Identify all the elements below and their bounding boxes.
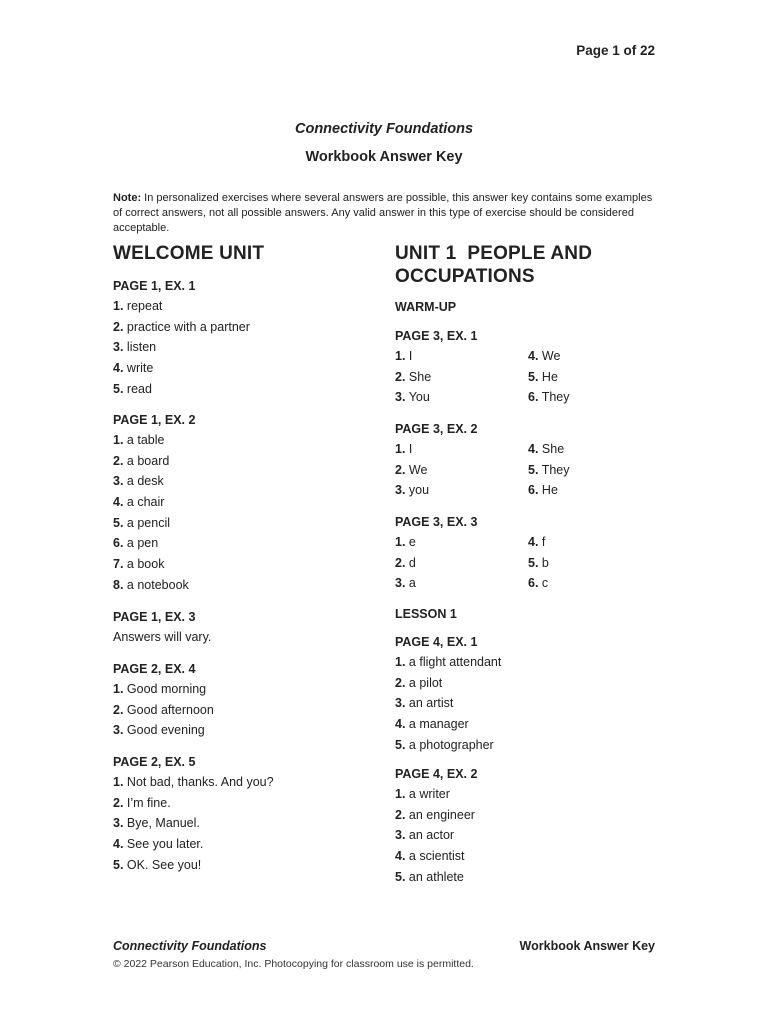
answer-text: listen	[126, 340, 157, 355]
warmup-label: WARM-UP	[395, 300, 457, 314]
answer-item	[113, 337, 250, 358]
section-label: PAGE 2, EX. 5	[113, 755, 196, 769]
answer-text: write	[126, 361, 154, 376]
welcome-page1-ex2	[113, 410, 195, 596]
answer-item	[395, 805, 477, 826]
answer-text: an athlete	[408, 869, 464, 884]
answer-text: They	[541, 462, 570, 477]
answer-item	[395, 825, 477, 846]
section-label: PAGE 3, EX. 3	[395, 515, 478, 529]
answer-text: e	[408, 535, 416, 549]
document-title: Connectivity Foundations	[294, 121, 474, 137]
answer-number: 5.	[113, 381, 124, 396]
answer-text: an actor	[408, 828, 455, 843]
answer-text: a book	[126, 557, 165, 572]
answer-number: 4.	[395, 717, 406, 732]
answer-text: They	[541, 390, 570, 405]
answer-number: 2.	[113, 795, 124, 810]
answer-number: 5.	[528, 369, 539, 384]
answer-text: d	[408, 555, 416, 570]
answer-item	[113, 700, 214, 721]
answer-number: 1.	[395, 442, 406, 456]
answer-text: a table	[126, 433, 165, 447]
answer-text: you	[408, 483, 430, 498]
answer-number: 2.	[395, 555, 406, 570]
answer-item	[113, 855, 274, 876]
answer-item	[113, 772, 274, 793]
answer-number: 3.	[395, 483, 406, 498]
answer-text: She	[408, 369, 432, 384]
answer-number: 6.	[528, 483, 539, 498]
answer-text: OK. See you!	[126, 857, 202, 872]
answer-item	[113, 513, 195, 534]
answer-item	[528, 439, 569, 460]
answer-number: 5.	[528, 555, 539, 570]
section-label: PAGE 1, EX. 3	[113, 610, 196, 624]
answer-item	[528, 367, 569, 388]
answer-text: I	[408, 349, 413, 363]
answer-item	[113, 533, 195, 554]
unit1-page3-ex3	[395, 512, 549, 594]
answer-item	[395, 867, 477, 888]
section-label: PAGE 3, EX. 2	[395, 422, 478, 436]
unit1-page3-ex2	[395, 419, 569, 501]
answer-item	[113, 554, 195, 575]
answer-number: 5.	[395, 869, 406, 884]
answer-text: a chair	[126, 495, 165, 510]
answer-text: Good morning	[126, 682, 207, 696]
answer-number: 4.	[528, 535, 539, 549]
answer-item	[395, 652, 501, 673]
answer-number: 1.	[113, 775, 124, 789]
answer-number: 3.	[113, 474, 124, 489]
answer-number: 3.	[113, 816, 124, 831]
answer-text: read	[126, 381, 152, 396]
answer-number: 8.	[113, 577, 124, 592]
answer-item	[113, 492, 195, 513]
answer-text: Good evening	[126, 723, 205, 738]
footer-doc-title: Workbook Answer Key	[519, 939, 655, 953]
answer-text: repeat	[126, 299, 163, 313]
answer-text: f	[541, 535, 546, 549]
answer-item	[528, 387, 569, 408]
unit1-title	[395, 242, 592, 288]
answer-item	[395, 573, 528, 594]
answer-item	[528, 532, 549, 553]
answer-item	[113, 720, 214, 741]
answer-item	[528, 346, 569, 367]
answer-item	[395, 784, 477, 805]
unit1-page3-ex1	[395, 326, 569, 408]
answer-text: He	[541, 483, 558, 498]
answer-text: Good afternoon	[126, 702, 214, 717]
answer-number: 1.	[395, 349, 406, 363]
unit1-page4-ex1	[395, 632, 501, 755]
answer-column	[528, 439, 569, 501]
answer-number: 2.	[395, 675, 406, 690]
answer-item	[113, 379, 250, 400]
answer-text: a	[408, 576, 416, 591]
answer-number: 3.	[395, 828, 406, 843]
answer-number: 1.	[113, 682, 124, 696]
answer-item	[528, 553, 549, 574]
answer-number: 4.	[395, 849, 406, 864]
answer-item	[113, 575, 195, 596]
answer-text: a scientist	[408, 849, 465, 864]
answer-text: He	[541, 369, 558, 384]
answer-item	[113, 679, 214, 700]
answer-number: 1.	[113, 433, 124, 447]
answer-text: Answers will vary.	[113, 630, 212, 644]
answer-item	[395, 673, 501, 694]
answer-item	[395, 846, 477, 867]
answer-grid	[395, 532, 549, 594]
note-label: Note:	[113, 192, 142, 204]
answer-number: 1.	[113, 299, 124, 313]
answer-item	[113, 296, 250, 317]
answer-number: 4.	[113, 495, 124, 510]
welcome-page2-ex5	[113, 752, 274, 875]
answer-item	[395, 693, 501, 714]
answer-number: 3.	[395, 696, 406, 711]
answer-number: 5.	[528, 462, 539, 477]
document-subtitle: Workbook Answer Key	[305, 149, 463, 165]
answer-text: a writer	[408, 787, 450, 801]
answer-text: We	[408, 462, 428, 477]
answer-item	[528, 573, 549, 594]
answer-text: a pilot	[408, 675, 443, 690]
answer-column	[528, 532, 549, 594]
answer-item	[395, 460, 528, 481]
answer-number: 3.	[395, 576, 406, 591]
answer-column	[395, 346, 528, 408]
answer-text: an engineer	[408, 807, 475, 822]
section-label: PAGE 1, EX. 1	[113, 279, 196, 293]
footer-book-title: Connectivity Foundations	[113, 939, 267, 953]
answer-number: 6.	[528, 576, 539, 591]
answer-text: You	[408, 390, 430, 405]
answer-number: 4.	[528, 349, 539, 363]
answer-item	[395, 439, 528, 460]
answer-text: We	[541, 349, 561, 363]
answer-item	[395, 387, 528, 408]
answer-text: a manager	[408, 717, 469, 732]
section-label: PAGE 4, EX. 2	[395, 767, 478, 781]
note-text: In personalized exercises where several answers are possible, this answer key contains some examples of correct answers, not all possible answers. Any valid answer in this type of exercise should be considered acceptable.	[113, 192, 653, 234]
answer-column	[395, 439, 528, 501]
answer-text: b	[541, 555, 549, 570]
welcome-unit-title: WELCOME UNIT	[113, 243, 265, 264]
answer-item	[395, 553, 528, 574]
answer-number: 2.	[395, 807, 406, 822]
answer-number: 4.	[113, 361, 124, 376]
unit1-page4-ex2	[395, 764, 477, 887]
answer-item	[395, 480, 528, 501]
answer-number: 4.	[113, 837, 124, 852]
answer-number: 5.	[113, 857, 124, 872]
answer-grid	[395, 346, 569, 408]
answer-item	[113, 451, 195, 472]
answer-number: 2.	[395, 369, 406, 384]
answer-number: 5.	[395, 737, 406, 752]
section-label: PAGE 2, EX. 4	[113, 662, 196, 676]
answer-number: 2.	[113, 453, 124, 468]
answer-number: 1.	[395, 655, 406, 669]
answer-text: practice with a partner	[126, 319, 250, 334]
answer-item	[395, 346, 528, 367]
answer-text: a notebook	[126, 577, 189, 592]
answer-item	[528, 480, 569, 501]
section-label: PAGE 1, EX. 2	[113, 413, 196, 427]
answer-item	[113, 317, 250, 338]
section-label: PAGE 4, EX. 1	[395, 635, 478, 649]
welcome-page2-ex4	[113, 659, 214, 741]
answer-item	[395, 532, 528, 553]
answer-number: 7.	[113, 557, 124, 572]
answer-number: 2.	[113, 319, 124, 334]
answer-text: a pen	[126, 536, 159, 551]
answer-number: 3.	[113, 340, 124, 355]
answer-text: an artist	[408, 696, 454, 711]
answer-text: a desk	[126, 474, 164, 489]
answer-item	[113, 834, 274, 855]
answer-text: c	[541, 576, 549, 591]
section-label: PAGE 3, EX. 1	[395, 329, 478, 343]
answer-number: 3.	[113, 723, 124, 738]
note-paragraph	[113, 191, 661, 236]
answer-number: 5.	[113, 515, 124, 530]
unit1-title-line1: UNIT 1 PEOPLE AND	[395, 243, 593, 264]
answer-item	[395, 714, 501, 735]
answer-item	[395, 735, 501, 756]
welcome-page1-ex1	[113, 276, 250, 399]
answer-item	[113, 793, 274, 814]
answer-item	[395, 367, 528, 388]
answer-text: See you later.	[126, 837, 204, 852]
answer-column	[395, 532, 528, 594]
answer-column	[528, 346, 569, 408]
answer-text: I	[408, 442, 413, 456]
footer-copyright: © 2022 Pearson Education, Inc. Photocopying for classroom use is permitted.	[113, 958, 474, 970]
answer-text: a pencil	[126, 515, 171, 530]
answer-text: I’m fine.	[126, 795, 171, 810]
answer-number: 1.	[395, 787, 406, 801]
answer-text: Not bad, thanks. And you?	[126, 775, 274, 789]
unit1-title-line2: OCCUPATIONS	[395, 266, 535, 287]
answer-text: Bye, Manuel.	[126, 816, 200, 831]
answer-number: 2.	[113, 702, 124, 717]
answer-number: 6.	[113, 536, 124, 551]
answer-number: 3.	[395, 390, 406, 405]
answer-text: She	[541, 442, 565, 456]
answer-item	[113, 471, 195, 492]
answer-number: 4.	[528, 442, 539, 456]
welcome-page1-ex3	[113, 607, 211, 648]
answer-number: 2.	[395, 462, 406, 477]
answer-item	[113, 430, 195, 451]
lesson1-label: LESSON 1	[395, 607, 457, 621]
answer-item	[113, 813, 274, 834]
answer-grid	[395, 439, 569, 501]
answer-number: 6.	[528, 390, 539, 405]
answer-number: 1.	[395, 535, 406, 549]
answer-item	[113, 358, 250, 379]
answer-text: a board	[126, 453, 170, 468]
answer-text: a flight attendant	[408, 655, 502, 669]
answer-item	[528, 460, 569, 481]
page-number: Page 1 of 22	[576, 43, 655, 58]
answer-text: a photographer	[408, 737, 494, 752]
